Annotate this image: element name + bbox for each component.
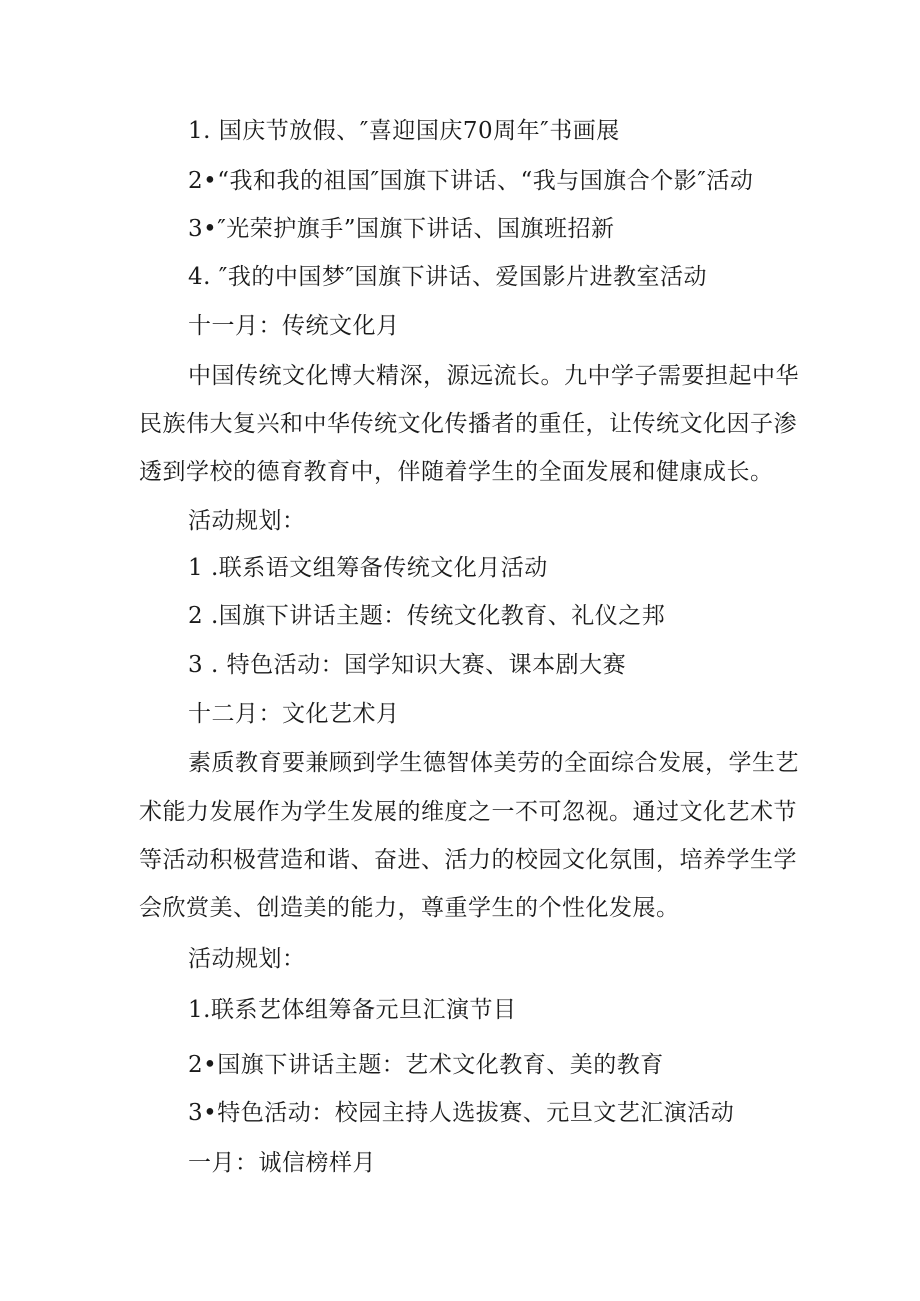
december-paragraph-line-4: 会欣赏美、创造美的能力，尊重学生的个性化发展。 bbox=[139, 895, 680, 921]
december-item-2: 2•国旗下讲话主题：艺术文化教育、美的教育 bbox=[188, 1052, 664, 1078]
november-heading: 十一月：传统文化月 bbox=[188, 313, 400, 339]
november-item-3: 3 . 特色活动：国学知识大赛、课本剧大赛 bbox=[188, 652, 627, 678]
december-paragraph-line-3: 等活动积极营造和谐、奋进、活力的校园文化氛围，培养学生学 bbox=[139, 847, 797, 873]
october-item-2: 2•“我和我的祖国″国旗下讲话、“我与国旗合个影″活动 bbox=[188, 168, 754, 194]
december-item-3: 3•特色活动：校园主持人选拔赛、元旦文艺汇演活动 bbox=[188, 1100, 735, 1126]
december-item-1: 1.联系艺体组筹备元旦汇演节目 bbox=[188, 997, 517, 1023]
december-paragraph-line-2: 术能力发展作为学生发展的维度之一不可忽视。通过文化艺术节 bbox=[139, 799, 797, 825]
november-plan-label: 活动规划： bbox=[188, 508, 306, 534]
november-paragraph-line-3: 透到学校的德育教育中，伴随着学生的全面发展和健康成长。 bbox=[139, 459, 774, 485]
october-item-4: 4. ″我的中国梦″国旗下讲话、爱国影片进教室活动 bbox=[188, 264, 707, 290]
october-item-1: 1. 国庆节放假、″喜迎国庆70周年″书画展 bbox=[188, 118, 620, 144]
december-paragraph-line-1: 素质教育要兼顾到学生德智体美劳的全面综合发展，学生艺 bbox=[188, 750, 799, 776]
december-plan-label: 活动规划： bbox=[188, 946, 306, 972]
january-heading: 一月：诚信榜样月 bbox=[188, 1150, 376, 1176]
november-item-2: 2 .国旗下讲话主题：传统文化教育、礼仪之邦 bbox=[188, 603, 666, 629]
november-paragraph-line-1: 中国传统文化博大精深，源远流长。九中学子需要担起中华 bbox=[188, 363, 799, 389]
october-item-3: 3•″光荣护旗手”国旗下讲话、国旗班招新 bbox=[188, 216, 615, 242]
november-paragraph-line-2: 民族伟大复兴和中华传统文化传播者的重任，让传统文化因子渗 bbox=[139, 411, 797, 437]
november-item-1: 1 .联系语文组筹备传统文化月活动 bbox=[188, 555, 548, 581]
december-heading: 十二月：文化艺术月 bbox=[188, 701, 400, 727]
